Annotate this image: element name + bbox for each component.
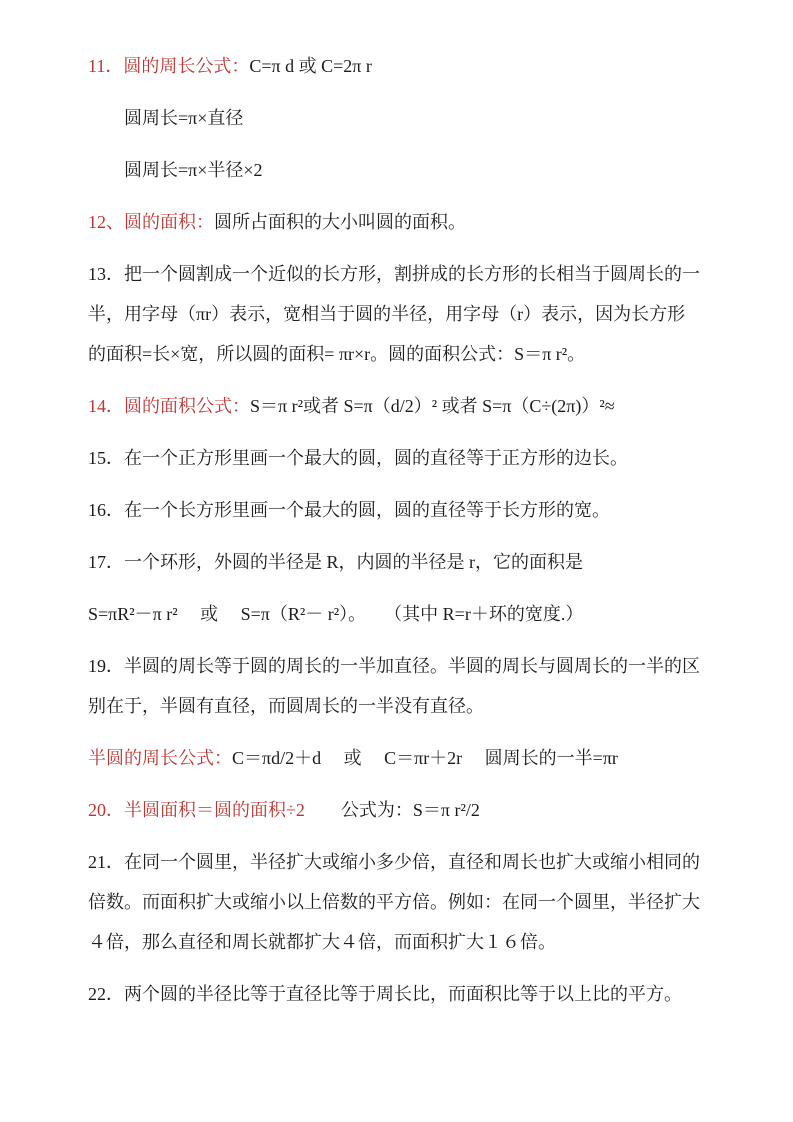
item-15-body: 15．在一个正方形里画一个最大的圆，圆的直径等于正方形的边长。	[88, 448, 628, 468]
item-19-body-line-2: 别在于，半圆有直径，而圆周长的一半没有直径。	[88, 696, 484, 716]
circumference-formula-radius: 圆周长=π×半径×2	[124, 160, 263, 180]
text-line	[88, 438, 709, 478]
text-line	[88, 46, 709, 86]
text-line	[88, 594, 709, 634]
ring-area-formula-text: S=πR²－π r² 或 S=π（R²－ r²）。 （其中 R=r＋环的宽度.）	[88, 604, 584, 624]
item-21-body-line-1: 21．在同一个圆里，半径扩大或缩小多少倍，直径和周长也扩大或缩小相同的	[88, 852, 700, 872]
list-item-16	[88, 490, 709, 530]
semicircle-perimeter-body: C＝πd/2＋d 或 C＝πr＋2r 圆周长的一半=πr	[232, 748, 618, 768]
list-item-15	[88, 438, 709, 478]
text-line	[88, 542, 709, 582]
list-item-13	[88, 254, 709, 374]
item-16-body: 16．在一个长方形里画一个最大的圆，圆的直径等于长方形的宽。	[88, 500, 610, 520]
list-item-21	[88, 842, 709, 962]
list-item-20	[88, 790, 709, 830]
list-item-17	[88, 542, 709, 582]
item-20-heading: 20．半圆面积＝圆的面积÷2	[88, 800, 305, 820]
list-item-12	[88, 202, 709, 242]
text-line	[88, 202, 709, 242]
text-line	[88, 686, 709, 726]
text-line	[88, 150, 709, 190]
text-line	[88, 790, 709, 830]
item-13-body-line-3: 的面积=长×宽，所以圆的面积= πr×r。圆的面积公式：S＝π r²。	[88, 344, 586, 364]
list-item-11-sub-1	[88, 98, 709, 138]
text-line	[88, 882, 709, 922]
item-12-body: 圆所占面积的大小叫圆的面积。	[214, 212, 466, 232]
item-12-heading: 12、圆的面积：	[88, 212, 214, 232]
text-line	[88, 490, 709, 530]
list-item-22	[88, 974, 709, 1014]
item-20-formula: 公式为：S＝π r²/2	[304, 800, 480, 820]
list-item-14	[88, 386, 709, 426]
list-item-11-sub-2	[88, 150, 709, 190]
item-14-formula: S＝π r²或者 S=π（d/2）² 或者 S=π（C÷(2π)）²≈	[250, 396, 615, 416]
item-22-body: 22．两个圆的半径比等于直径比等于周长比，而面积比等于以上比的平方。	[88, 984, 682, 1004]
text-line	[88, 922, 709, 962]
text-line	[88, 254, 709, 294]
item-21-body-line-3: ４倍，那么直径和周长就都扩大４倍，而面积扩大１６倍。	[88, 932, 556, 952]
text-line	[88, 842, 709, 882]
item-21-body-line-2: 倍数。而面积扩大或缩小以上倍数的平方倍。例如：在同一个圆里，半径扩大	[88, 892, 700, 912]
item-17-body: 17．一个环形，外圆的半径是 R，内圆的半径是 r，它的面积是	[88, 552, 583, 572]
semicircle-perimeter-heading: 半圆的周长公式：	[88, 748, 232, 768]
item-14-heading: 14．圆的面积公式：	[88, 396, 250, 416]
text-line	[88, 646, 709, 686]
semicircle-perimeter-formula	[88, 738, 709, 778]
text-line	[88, 386, 709, 426]
text-line	[88, 98, 709, 138]
item-13-body-line-2: 半，用字母（πr）表示，宽相当于圆的半径，用字母（r）表示，因为长方形	[88, 304, 686, 324]
item-11-formula: C=π d 或 C=2π r	[249, 56, 372, 76]
list-item-19	[88, 646, 709, 726]
text-line	[88, 738, 709, 778]
list-item-11	[88, 46, 709, 86]
circumference-formula-diameter: 圆周长=π×直径	[124, 108, 244, 128]
text-line	[88, 974, 709, 1014]
text-line	[88, 294, 709, 334]
ring-area-formula	[88, 594, 709, 634]
text-line	[88, 334, 709, 374]
item-19-body-line-1: 19．半圆的周长等于圆的周长的一半加直径。半圆的周长与圆周长的一半的区	[88, 656, 700, 676]
item-13-body-line-1: 13．把一个圆割成一个近似的长方形，割拼成的长方形的长相当于圆周长的一	[88, 264, 700, 284]
item-11-heading: 11．圆的周长公式：	[88, 56, 250, 76]
